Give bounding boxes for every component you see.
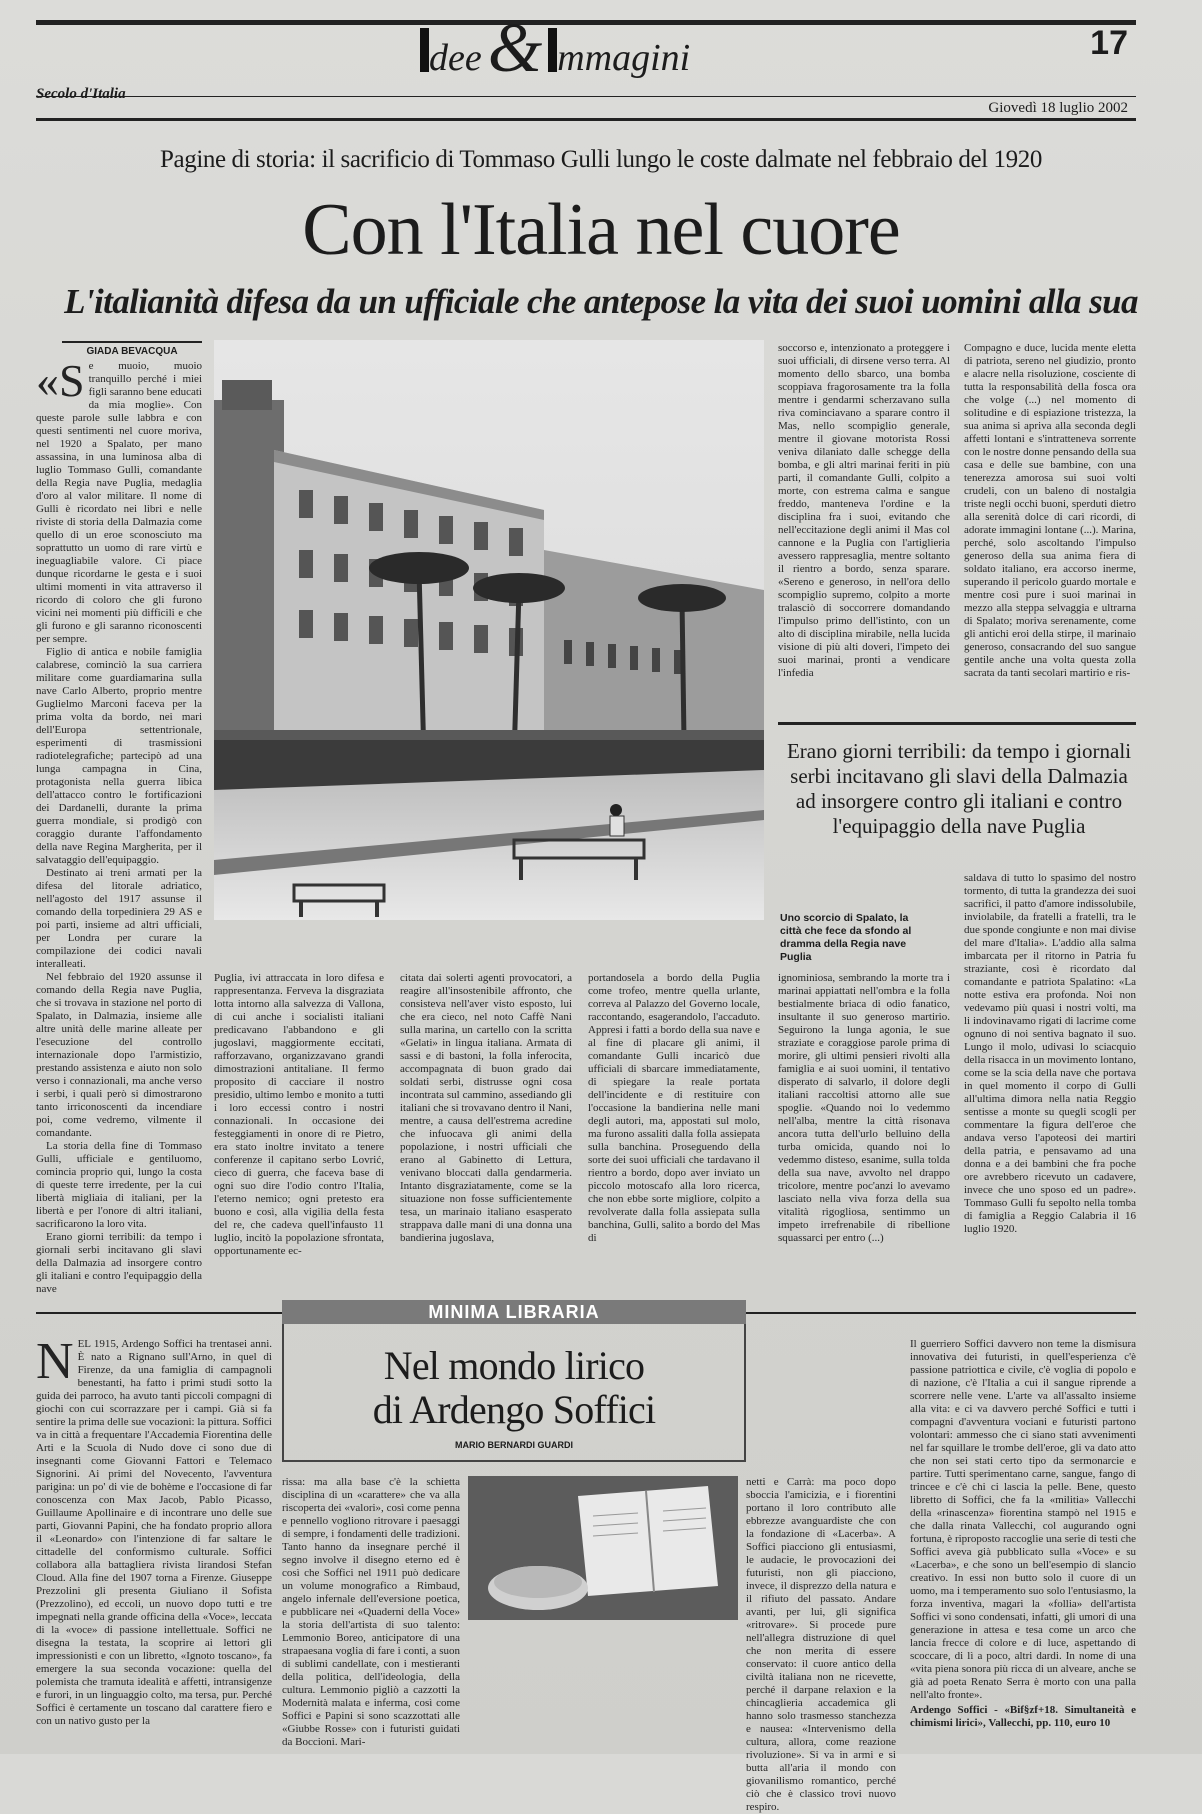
- article-dropcap: «S: [36, 355, 85, 406]
- article-column-5-top: [778, 342, 950, 706]
- article-paragraph: ignominiosa, sembrando la morte tra i marinai appiattati nell'ombra e la folla bestialmente briaca di odio fanatico, insultante il suo generoso martirio. Seguirono la lunga agonia, le sue straziate e coraggiose parole prima di morire, gli ultimi pensieri rivolti alla famiglia e ai suoi uomini, il tentativo disperato di salvarlo, il dolore degli italiani raccoltisi attorno alle sue spoglie. «Quando noi lo vedemmo nell'alba, mentre la città risonava ancora tutta dell'urlo belluino della turba omicida, quando noi lo vedemmo disteso, esanime, sulla tolda della sua nave, avvolto nel drappo tricolore, mentre poc'anzi lo avevamo lasciato nella viva forza della sua vitalità rigogliosa, sentimmo un impeto irrefrenabile di ribellione squassarci per entro (...): [778, 972, 950, 1244]
- article-column-4: [588, 972, 760, 1304]
- article-column-6-top: [964, 342, 1136, 706]
- article-deck: L'italianità difesa da un ufficiale che antepose la vita dei suoi uomini alla sua: [64, 282, 1138, 321]
- photo-caption: Uno scorcio di Spalato, la città che fece da sfondo al dramma della Regia nave Puglia: [780, 912, 912, 963]
- minima-reference: Ardengo Soffici - «Bif§zf+18. Simultaneità e chimismi lirici», Vallecchi, pp. 110, euro 10: [910, 1704, 1136, 1729]
- article-byline: GIADA BEVACQUA: [62, 341, 202, 357]
- section-ampersand: &: [487, 10, 543, 87]
- article-paragraph: portandosela a bordo della Puglia come trofeo, mentre quella urlante, correva al Palazzo del Governo locale, raccontando, esagerandolo, l'accaduto. Appresi i fatti a bordo della sua nave e al fine di placare gli animi, il comandante Gulli incaricò due ufficiali di sbarcare immediatamente, di spiegare la reale portata dell'incidente e di restituire con l'occasione la bandierina nelle mani degli autori, ma, appostati sul molo, ma furono assaliti dalla folla assiepata sulla banchina. Proseguendo della sorte dei suoi ufficiali che tardavano il rientro a bordo, dopo aver inviato un piccolo motoscafo alla loro ricerca, che non ebbe sorte migliore, colpito a revolverate dalla folla assiepata sulla banchina, Gulli, salito a bordo del Mas di: [588, 972, 760, 1244]
- article-paragraph: saldava di tutto lo spasimo del nostro tormento, di tutta la grandezza dei suoi sacrifici, il patto d'amore indissolubile, inviolabile, da fratelli a fratelli, tra le due sponde congiunte e non mai divise del mare d'Italia». L'addio alla salma imbarcata per il ritorno in Patria fu straziante, così è ricordato dal comandante e patriota Spalatino: «La notte estiva era profonda. Noi non vedevamo più quasi i nostri volti, ma li indovinavamo rigati di lacrime come ognuno di noi sentiva bagnato il suo. Lungo il molo, udivasi lo sciacquio della risacca in un movimento lontano, come se la scia della nave che portava in quel momento il corpo di Gulli all'ultima dimora nella natia Reggio sentisse a monte su quegli scogli per commentare la figura dell'eroe che andava verso l'apoteosi dei martiri della patria, e pensavamo ad una donna e a dei bambini che fra poche ore avrebbero ricevuto un cadavere, invece che uno sposo ed un padre». Tommaso Gulli fu sepolto nella tomba di famiglia a Reggio Calabria il 16 luglio 1920.: [964, 872, 1136, 1235]
- article-kicker: Pagine di storia: il sacrificio di Tommaso Gulli lungo le coste dalmate nel febbraio del 1920: [160, 146, 1042, 173]
- masthead-rule: [36, 96, 1136, 97]
- spalato-photo: [214, 340, 764, 920]
- section-word-2: mmagini: [557, 37, 691, 79]
- minima-column-2: [282, 1476, 460, 1748]
- minima-dropcap: N: [36, 1333, 74, 1390]
- pullquote-rule: [778, 722, 1136, 725]
- article-paragraph: e muoio, muoio tranquillo perché i miei figli saranno bene educati da mia moglie». Con queste parole sulle labbra e con questi sentimenti nel cuore moriva, nel 1920 a Spalato, per mano assassina, in una luminosa alba di luglio Tommaso Gulli, comandante della Regia nave Puglia, medaglia d'oro al valor militare. Il nome di Gulli è ricordato nei libri e nelle riviste di storia della Dalmazia come quello di un eroe sconosciuto ma soprattutto un uomo di rare virtù e ineguagliabile valore. Ci piace dunque ricordarne le gesta e i suoi ultimi momenti in vita attraverso il ricordo di coloro che gli furono vicini nei momenti più difficili e che gli furono e gli saranno riconoscenti per sempre.: [36, 360, 202, 645]
- article-paragraph: Figlio di antica e nobile famiglia calabrese, cominciò la sua carriera militare come guardiamarina sulla nave Carlo Alberto, proprio mentre Guglielmo Marconi faceva per la prima volta da bordo, nei mari dell'Europa settentrionale, esperimenti di trasmissioni radiotelegrafiche; partecipò ad una lunga campagna in Cina, protagonista nella guerra libica dell'attacco contro le fortificazioni dei Dardanelli, durante la prima guerra mondiale, si prodigò con coraggio durante l'affondamento della nave Regina Margherita, per il salvataggio dell'equipaggio.: [36, 646, 202, 866]
- issue-date: Giovedì 18 luglio 2002: [988, 100, 1128, 116]
- article-column-1: [36, 355, 202, 1304]
- article-column-3: [400, 972, 572, 1304]
- article-paragraph: Puglia, ivi attraccata in loro difesa e rappresentanza. Ferveva la disgraziata lotta intorno alla salvezza di Vallona, di cui anche i socialisti italiani predicavano l'abbandono e gli jugoslavi, maggiormente eccitati, rafforzavano, organizzavano grandi dimostrazioni antitaliane. Il fermo proposito di cacciare il nostro presidio, ultimo lembo e monito a tutti i loro eccessi contro i nostri connazionali. In occasione dei festeggiamenti in onore di re Pietro, era stato inoltre invitato a tenere conferenze il capitano serbo Lovrić, cieco di guerra, che faceva base di ogni suo dire l'odio contro l'Italia, l'eterno nemico; ogni pretesto era buono e così, alla vigilia della festa del re, che cadeva quell'infausto 11 luglio, incitò la popolazione sfrontata, opportunamente ec-: [214, 972, 384, 1257]
- article-paragraph: La storia della fine di Tommaso Gulli, ufficiale e gentiluomo, comincia proprio qui, lungo la costa di queste terre irredente, per la cui libertà migliaia di italiani, per la libertà e per l'onore di altri italiani, sacrificarono la loro vita.: [36, 1140, 202, 1230]
- minima-column-1: [36, 1333, 272, 1728]
- article-paragraph: soccorso e, intenzionato a proteggere i suoi ufficiali, di dirsene verso terra. Al momento dello sbarco, una bomba scoppiava fragorosamente tra la folla mentre i gendarmi scherzavano sulla riva cominciavano a sparare contro il Mas, nello scompiglio generale, mentre il giovane motorista Rossi veniva dilaniato dalle schegge della bomba, e gli altri marinai feriti in più parti, il comandante Gulli, colpito a morte, con estrema calma e sangue freddo, manteneva l'ordine e la disciplina fra i suoi, evitando che nell'eccitazione degli animi il Mas col cannone e la Puglia con l'artiglieria avessero rappresaglia, mentre soltanto il rientro a bordo, senza sparare. «Sereno e generoso, in nell'ora dello scompiglio supremo, colpito a morte tralasciò di soccorrere domandando l'impulso primo dell'istinto, con un alto di disciplina mirabile, nella lucida visione di più alti doveri, l'impeto dei suoi marinai, pronti a vendicare l'infedia: [778, 342, 950, 679]
- minima-title: [282, 1344, 746, 1432]
- minima-column-4: [910, 1338, 1136, 1700]
- article-paragraph: Compagno e duce, lucida mente eletta di patriota, sereno nel giudizio, pronto e alacre nella risoluzione, cosciente di tutta la responsabilità della fosca ora che volge (...) nel momento di solitudine e di espiazione tristezza, la sua anima si apriva alla seconda degli affetti lontani e s'intratteneva sorrente con le nostre donne pensando della sua casa e delle sue bambine, con una tenerezza amorosa sui suoi volti crudeli, con un baleno di nostalgia triste negli occhi buoni, sperduti dietro alla serenità dolce di cari ricordi, di adorate immagini lontane (...). Marina, perché, solo ascoltando l'impulso generoso della sua anima fiera di soldato italiano, era accorso inerme, superando il pericolo guardo mortale e mentre così pure i suoi marinai in mezzo alla steppa selvaggia e ultrarna di Spalato; moriva serenamente, come gli antichi eroi della stirpe, il marinaio generoso, consacrando del suo sangue gentile anche una volta questa zolla sacrata da tanti secolari martirio e ris-: [964, 342, 1136, 679]
- section-word-1: dee: [429, 37, 482, 79]
- article-paragraph: Destinato ai treni armati per la difesa del litorale adriatico, nell'agosto del 1917 assunse il comando della torpediniera 29 AS e poi partì, insieme ad altri ufficiali, per Londra per curare la compilazione dei codici navali interalleati.: [36, 867, 202, 970]
- article-column-6-middle: [964, 872, 1136, 1302]
- article-paragraph: Erano giorni terribili: da tempo i giornali serbi incitavano gli slavi della Dalmazia ad insorgere contro gli italiani e contro l'equipaggio della nave: [36, 1231, 202, 1295]
- masthead-bottom-rule: [36, 118, 1136, 121]
- section-title: [420, 10, 691, 88]
- section-initial-bar: [420, 28, 429, 72]
- minima-paragraph: Il guerriero Soffici davvero non teme la dismisura innovativa dei futuristi, in quell'esperienza c'è passione patriottica e civile, c'è voglia di popolo e di nazione, c'è l'Italia a cui il sangue riprende a scorrere nelle vene. L'arte va all'assalto insieme alla vita: e ci va davvero perché Soffici e tutti i compagni d'avventura vociani e futuristi partono volontari: ammesso che ci siano stati avvenimenti nel far squillare le trombe dell'eroe, gli va dato atto che non sei stati certo tipo da sermonarcie e partire. Tutti sperimentano carne, sangue, fango di trincee e c'è chi ci lascia la pelle. Bene, questo libretto di Soffici, che fa la «militia» Vallecchi della «rinascenza» fiorentina stampò nel 1915 e che dalla rinata Vallecchi, col augurando ogni fortuna, è riproposto raccoglie una serie di testi che Soffici aveva già pubblicato sulla «Voce» e su «Lacerba», e che sono un bell'esempio di slancio creativo. In essi non butto solo il cuore di un uomo, ma i temperamento suo solo l'entusiasmo, la forza inventiva, magari la «follia» dell'artista Soffici vi sono condensati, infatti, gli umori di una generazione in attesa e tesa come un arco che lancia frecce di colore e di luce, aspettando di scoccare, di lì a poco, altri dardi. In nome di una «vita piena sonora più ricca di un alveare, anche se già ad poeta Renato Serra è morto con una palla nell'alto fronte».: [910, 1338, 1136, 1701]
- article-paragraph: citata dai solerti agenti provocatori, a reagire all'insostenibile affronto, che consisteva nell'aver visto esposto, lui che era cieco, nel noto Caffè Nani sulla marina, un cartello con la scritta «Gelati» in lingua italiana. Armata di sassi e di bastoni, la folla inferocita, accompagnata di buon grado dai soldati serbi, distrusse ogni cosa incontrata sul cammino, assediando gli italiani che si trovavano dentro il Nani, mentre, a causa dell'estrema acredine che infuocava gli animi della popolazione, i nostri ufficiali che erano al Gabinetto di Lettura, venivano bloccati dalla gendarmeria. Intanto disgraziatamente, come se la situazione non fosse sufficientemente tesa, un marinaio italiano esasperato strappava dalle mani di una donna una bandierina jugoslava,: [400, 972, 572, 1244]
- section-initial-bar-2: [548, 28, 557, 72]
- minima-banner: MINIMA LIBRARIA: [282, 1300, 746, 1324]
- minima-byline: MARIO BERNARDI GUARDI: [455, 1440, 573, 1450]
- article-headline: Con l'Italia nel cuore: [302, 189, 900, 271]
- article-column-5-bottom: [778, 972, 950, 1304]
- minima-paragraph: netti e Carrà: ma poco dopo sboccia l'amicizia, e i fiorentini portano il loro contributo alle ebbrezze avanguardiste che con la fondazione di «Lacerba». A Soffici piacciono gli entusiasmi, le audacie, le provocazioni dei futuristi, non gli piacciono, invece, il disprezzo della natura e il rifiuto del passato. Andare avanti, per lui, gli significa «ritrovare». Si procede pure nell'allegra distruzione di quel che non merita di essere conservato: il cuore antico della civiltà italiana non ne ricevette, perché il darpane relaxion e la chincaglieria accademica gli hanno solo trasmesso stanchezza e nausea: «Intervenismo della cultura, allora, come reazione rivoluzione». Si va in armi e si butta all'aria il mondo con giovanilismo romantico, perché ciò che è classico trovi nuovo respiro.: [746, 1476, 896, 1813]
- article-paragraph: Nel febbraio del 1920 assunse il comando della Regia nave Puglia, che si trovava in stazione nel porto di Spalato, in Dalmazia, insieme alle altre unità delle marine alleate per l'esecuzione del controllo internazionale dopo l'armistizio, prestando assistenza e aiuto non solo verso i connazionali, ma anche verso i serbi, i quali però si dimostrarono tanto irriconoscenti da incendiare poi, come vedremo, vilmente il comandante.: [36, 971, 202, 1139]
- page-number: 17: [1090, 24, 1128, 62]
- minima-book-reference: [910, 1704, 1136, 1734]
- book-image: [468, 1476, 738, 1620]
- book-photo: [468, 1476, 738, 1620]
- article-column-2: [214, 972, 384, 1304]
- minima-title-line-1: Nel mondo lirico: [383, 1343, 645, 1388]
- minima-paragraph: rissa: ma alla base c'è la schietta disciplina di un «carattere» che va alla riscoperta dei «valori», così come penna e pennello vogliono ritrovare i paesaggi di sempre, i fondamenti delle tradizioni. Tanto hanno da insegnare perché il segno involve il disegno eterno ed è così che Soffici nel 1911 può dedicare un volume monografico a Rimbaud, angelo infernale dell'eversione poetica, e pubblicare nei «Quaderni della Voce» la storia dell'artista di suo talento: Lemmonio Boreo, anticipatore di una strapaesana voglia di fare i conti, a suon di sublimi candellate, con i mestieranti della politica, dell'ideologia, della cultura. Lemmonio pigliò a cazzotti la Modernità malata e inferma, così come Soffici e Papini si sono scazzottati alle «Giubbe Rosse» con i futuristi guidati da Boccioni. Mari-: [282, 1476, 460, 1748]
- minima-title-line-2: di Ardengo Soffici: [372, 1387, 656, 1432]
- article-pullquote: Erano giorni terribili: da tempo i giornali serbi incitavano gli slavi della Dalmazia ad insorgere contro gli italiani e contro l'equipaggio della nave Puglia: [786, 739, 1132, 838]
- minima-paragraph: EL 1915, Ardengo Soffici ha trentasei anni. È nato a Rignano sull'Arno, in quel di Firenze, da una famiglia di campagnoli benestanti, ha fatto i primi studi sotto la guida dei parroco, ha avuto tanti piccoli compagni di giochi con cui scorrazzare per i campi. Già si fa sentire la prima delle sue vocazioni: la pittura. Soffici va in città a frequentare l'Accademia Fiorentina delle Arti e la Scuola di Nudo dove ci sono due di insegnanti come Giovanni Fattori e Telemaco Signorini. Ai primi del Novecento, l'avventura parigina: un po' di vie de bohème e l'occasione di far conoscenza con Max Jacob, Pablo Picasso, Guillaume Apollinaire e di incontrare uno delle sue parti, Giovanni Papini, che ha fondato proprio allora il «Leonardo» con l'intenzione di far saltare le cittadelle del conformismo culturale. Soffici collabora alla battagliera rivista lirandosi Stefan Cloud. Alla fine del 1907 torna a Firenze. Giuseppe Prezzolini gli presenta Giuliano il Sofista (Prezzolino), ed eccoli, un nuovo dopo tutti e tre impegnati nella grande officina della «Voce», leccata di la «voce» di passione intellettuale. Soffici ne disegna la testata, la scoprire ai lettori gli impressionisti e con un libretto, «Ignoto toscano», fa emergere la sua seconda vocazione: quella del polemista che tramuta idealità e affetti, intransigenze e furori, in un linguaggio colto, ma tersa, pur. Perché Soffici è certamente un toscano dal carattere fiero e con un nativo gusto per la: [36, 1338, 272, 1727]
- minima-column-3: [746, 1476, 896, 1813]
- spalato-waterfront-image: [214, 340, 764, 920]
- paper-name: Secolo d'Italia: [36, 86, 126, 102]
